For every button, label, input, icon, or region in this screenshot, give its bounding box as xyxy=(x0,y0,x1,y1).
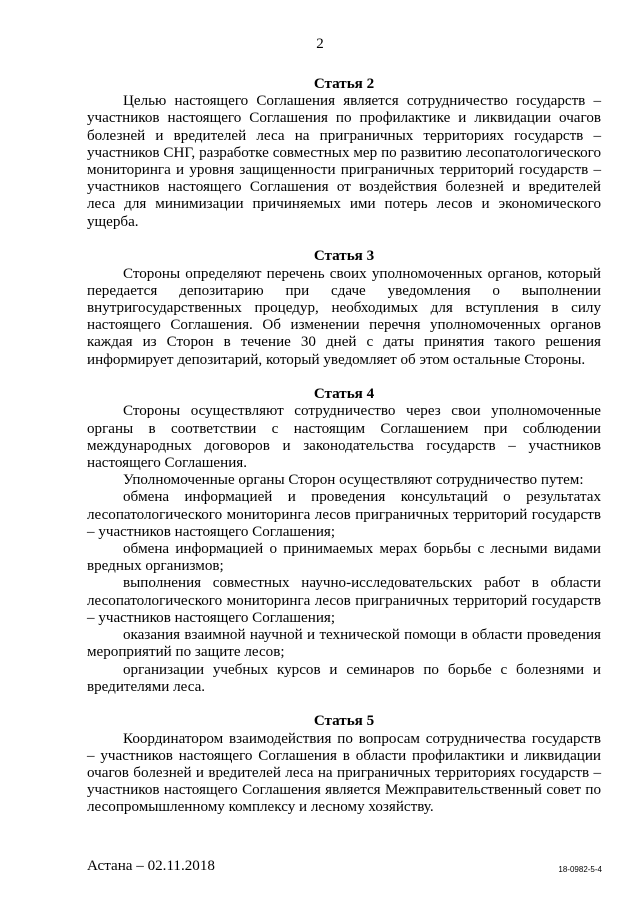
list-item: организации учебных курсов и семинаров по борьбе с болезнями и вредителями леса. xyxy=(87,661,601,695)
footer-place-date: Астана – 02.11.2018 xyxy=(87,858,215,874)
article-paragraph: Стороны определяют перечень своих уполномоченных органов, который передается депозитарию при сдаче уведомления о выполнении внутригосударственных процедур, необходимых для вступления в силу настоящего Соглашения. Об изменении перечня уполномоченных органов каждая из Сторон в течение 30 дней с даты принятия такого решения информирует депозитарий, который уведомляет об этом остальные Стороны. xyxy=(87,265,601,368)
list-item: выполнения совместных научно-исследовательских работ в области лесопатологического мониторинга лесов приграничных территорий государств – участников настоящего Соглашения; xyxy=(87,575,601,626)
article-4 xyxy=(87,386,601,696)
list-item: обмена информацией и проведения консультаций о результатах лесопатологического мониторинга лесов приграничных территорий государств – участников настоящего Соглашения; xyxy=(87,489,601,540)
list-item: оказания взаимной научной и технической помощи в области проведения мероприятий по защите лесов; xyxy=(87,627,601,661)
footer-doc-code: 18-0982-5-4 xyxy=(558,865,602,874)
article-5 xyxy=(87,713,601,816)
article-title: Статья 3 xyxy=(313,248,375,265)
list-item: обмена информацией о принимаемых мерах борьбы с лесными видами вредных организмов; xyxy=(87,541,601,575)
article-paragraph: Целью настоящего Соглашения является сотрудничество государств – участников настоящего Соглашения по профилактике и ликвидации очагов болезней и вредителей леса на приграничных территориях государств – участников СНГ, разработке совместных мер по развитию лесопатологического мониторинга и уровня защищенности приграничных территорий государств – участников настоящего Соглашения от воздействия болезней и вредителей леса для минимизации причиняемых ими потерь лесов и экономического ущерба. xyxy=(87,93,601,230)
article-paragraph: Координатором взаимодействия по вопросам сотрудничества государств – участников настоящего Соглашения в области профилактики и ликвидации очагов болезней и вредителей леса на приграничных территориях государств – участников настоящего Соглашения является Межправительственный совет по лесопромышленному комплексу и лесному хозяйству. xyxy=(87,730,601,816)
article-2 xyxy=(87,76,601,231)
page-number: 2 xyxy=(316,36,324,52)
article-paragraph: Уполномоченные органы Сторон осуществляют сотрудничество путем: xyxy=(123,472,584,489)
article-paragraph: Стороны осуществляют сотрудничество через свои уполномоченные органы в соответствии с настоящим Соглашением при соблюдении международных договоров и законодательства государств – участников настоящего Соглашения. xyxy=(87,403,601,472)
article-title: Статья 4 xyxy=(313,386,375,403)
section-gap xyxy=(87,696,601,714)
article-title: Статья 5 xyxy=(313,713,375,730)
section-gap xyxy=(87,231,601,249)
article-title: Статья 2 xyxy=(313,76,375,92)
section-gap xyxy=(87,369,601,387)
article-3 xyxy=(87,248,601,368)
document-body xyxy=(87,76,601,817)
